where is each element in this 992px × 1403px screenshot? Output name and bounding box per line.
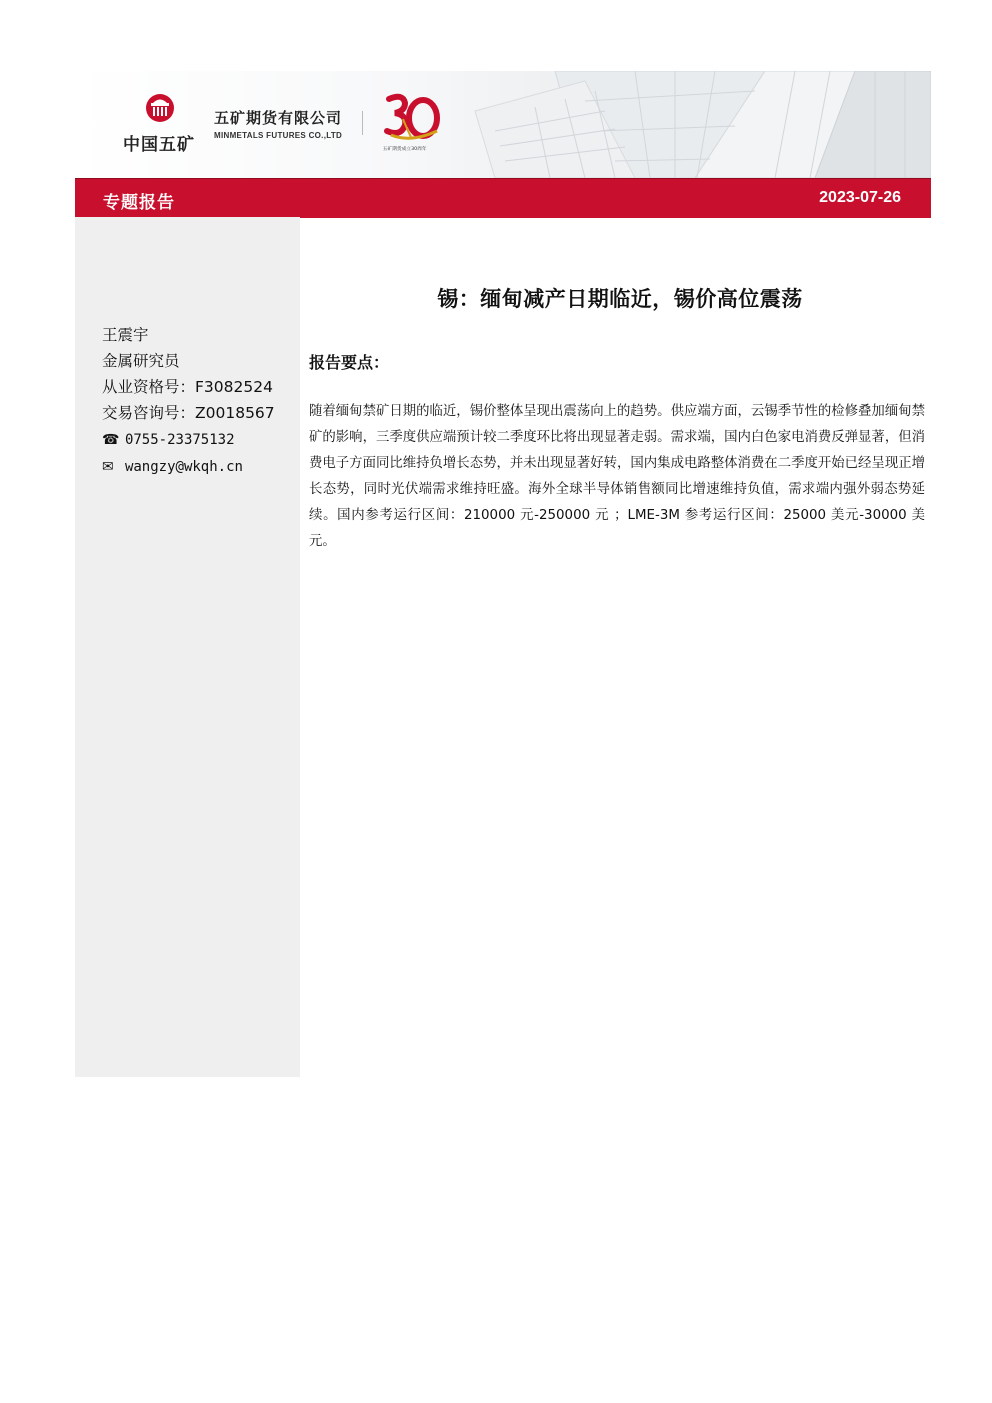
author-sidebar	[75, 217, 300, 1077]
phone-number: 0755-23375132	[124, 432, 235, 448]
author-info	[102, 322, 275, 480]
anniversary-logo	[381, 91, 451, 157]
summary-text: 随着缅甸禁矿日期的临近，锡价整体呈现出震荡向上的趋势。供应端方面，云锡季节性的检修叠加缅甸禁矿的影响，三季度供应端预计较二季度环比将出现显著走弱。需求端，国内白色家电消费反弹显著，但消费电子方面同比维持负增长态势，并未出现显著好转，国内集成电路整体消费在二季度开始已经呈现正增长态势，同时光伏端需求维持旺盛。海外全球半导体销售额同比增速维持负值，需求端内强外弱态势延续。国内参考运行区间：210000 元-250000 元 ；LME-3M 参考运行区间：25000 美元-30000 美元。	[309, 404, 925, 549]
logo-divider	[362, 111, 363, 135]
company-name-cn: 五矿期货有限公司	[214, 109, 343, 127]
author-phone	[102, 426, 275, 453]
china-minmetals-emblem-icon	[145, 93, 175, 123]
phone-icon: ☎	[102, 432, 120, 448]
report-title: 锡：缅甸减产日期临近，锡价高位震荡	[437, 287, 803, 311]
author-qualification: 从业资格号：F3082524	[102, 378, 273, 396]
group-logo-text: 中国五矿	[123, 135, 195, 155]
building-background-art	[435, 71, 931, 178]
anniversary-30-logo-icon	[381, 91, 441, 143]
author-role: 金属研究员	[102, 352, 180, 370]
report-type-label: 专题报告	[103, 193, 175, 213]
author-email	[102, 453, 275, 480]
summary-heading: 报告要点：	[309, 353, 390, 372]
page-header	[75, 71, 931, 178]
company-name	[214, 107, 342, 140]
report-page	[75, 71, 931, 549]
author-consult-number: 交易咨询号：Z0018567	[102, 404, 275, 422]
email-address[interactable]: wangzy@wkqh.cn	[124, 459, 243, 475]
report-type-bar	[75, 178, 931, 218]
china-minmetals-logo	[123, 93, 198, 159]
report-date: 2023-07-26	[819, 189, 901, 206]
company-name-en: MINMETALS FUTURES CO.,LTD	[214, 131, 343, 140]
author-name: 王震宇	[102, 326, 149, 344]
email-icon: ✉	[102, 459, 114, 475]
anniversary-caption: 五矿期货成立30周年	[382, 146, 427, 152]
